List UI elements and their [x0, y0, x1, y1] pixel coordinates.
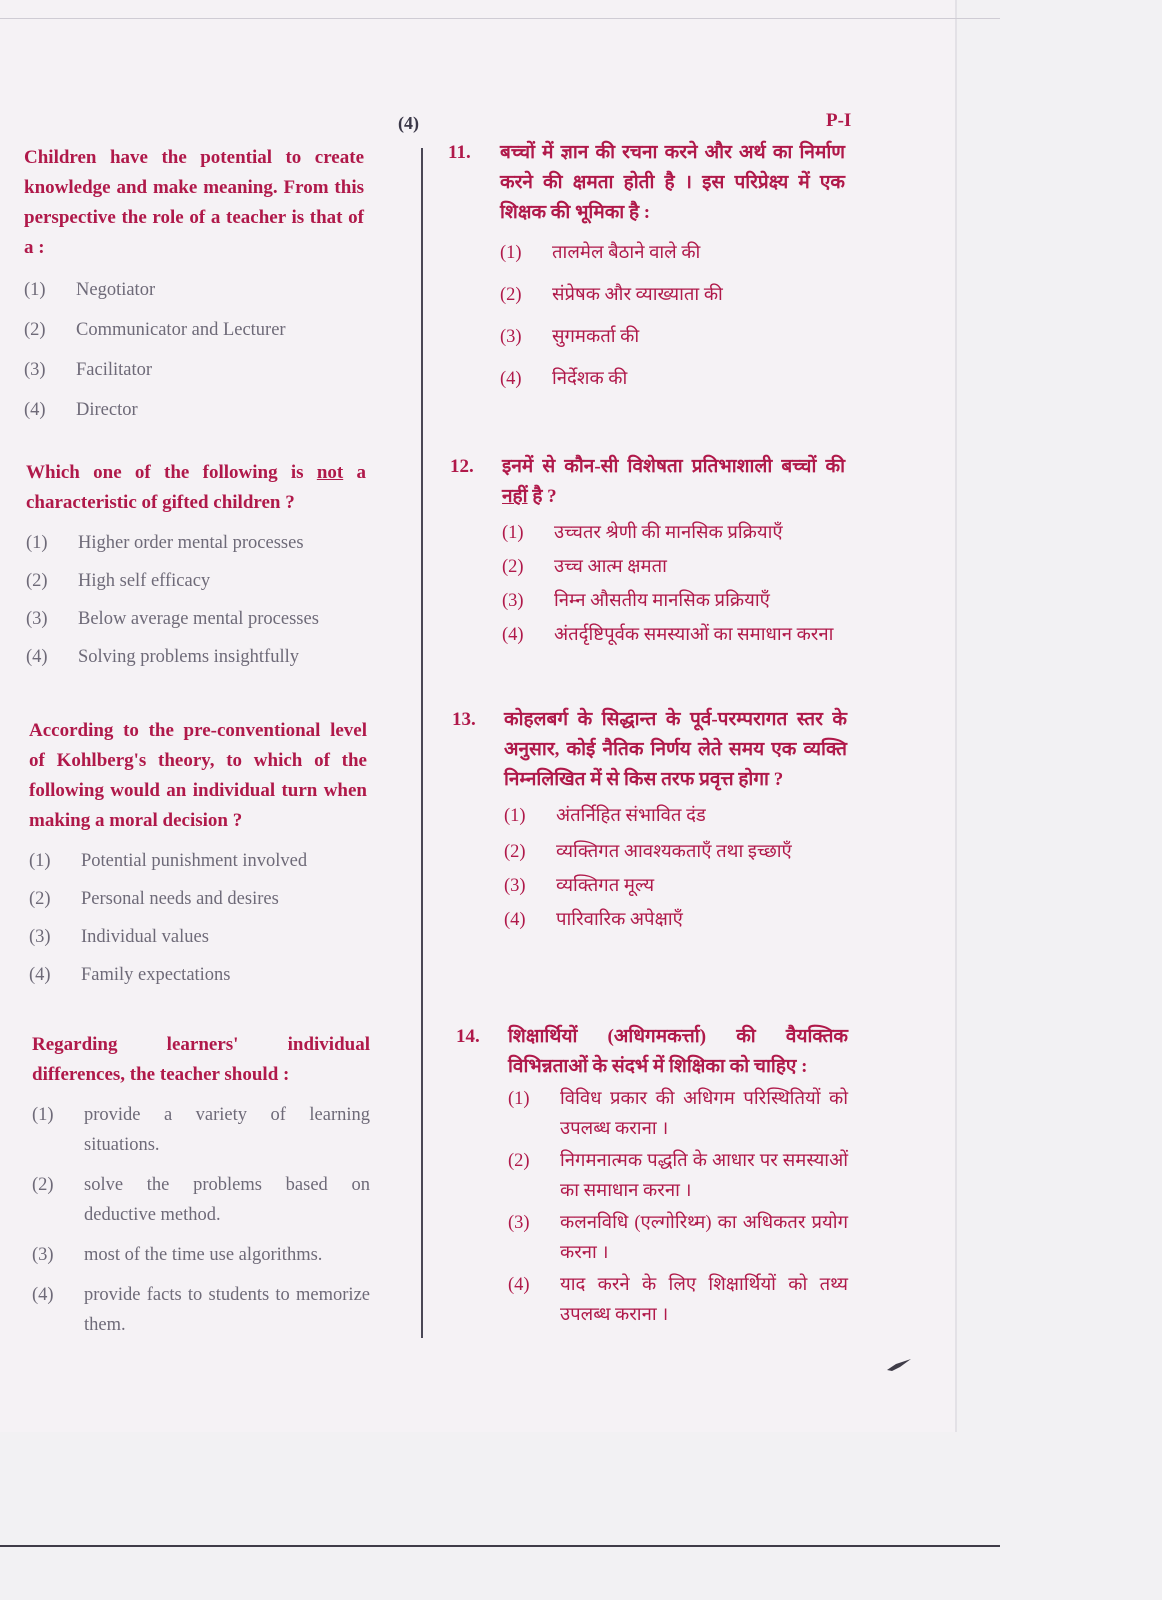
- option-4: (4) याद करने के लिए शिक्षार्थियों को तथ्य उपलब्ध कराना ।: [508, 1275, 848, 1325]
- question-stem: According to the pre-conventional level of Kohlberg's theory, to which of the following would an individual turn when making a moral decision ?: [29, 720, 367, 831]
- question-12-hindi: [450, 452, 845, 650]
- question-11-hindi: [448, 138, 845, 394]
- option-3: (3) निम्न औसतीय मानसिक प्रक्रियाएँ: [502, 591, 770, 611]
- option-4: (4) Solving problems insightfully: [26, 647, 299, 667]
- paper-code: P-I: [826, 110, 852, 131]
- question-10-english: [24, 143, 364, 425]
- question-stem: कोहलबर्ग के सिद्धान्त के पूर्व-परम्परागत स्तर के अनुसार, कोई नैतिक निर्णय लेते समय एक व्यक्ति निम्नलिखित में से किस तरफ प्रवृत्त होगा ?: [504, 709, 847, 790]
- option-3: (3) Below average mental processes: [26, 609, 319, 629]
- question-11-english: [26, 458, 366, 672]
- question-number: 14.: [456, 1026, 480, 1047]
- option-3: (3) most of the time use algorithms.: [32, 1245, 323, 1265]
- question-stem: Children have the potential to create knowledge and make meaning. From this perspective the role of a teacher is that of a :: [24, 147, 364, 258]
- option-3: (3) Individual values: [29, 927, 209, 947]
- option-1: (1) अंतर्निहित संभावित दंड: [504, 806, 706, 826]
- option-2: (2) उच्च आत्म क्षमता: [502, 557, 667, 577]
- scan-edge-top: [0, 18, 1000, 19]
- option-1: (1) provide a variety of learning situations.: [32, 1105, 370, 1155]
- question-number: 13.: [452, 709, 476, 730]
- page-number: (4): [398, 113, 419, 133]
- pen-mark-icon: [886, 1358, 912, 1372]
- option-4: (4) provide facts to students to memorize them.: [32, 1285, 370, 1335]
- option-2: (2) solve the problems based on deductive method.: [32, 1175, 370, 1225]
- option-1: (1) Higher order mental processes: [26, 533, 304, 553]
- column-divider: [421, 148, 423, 1338]
- question-stem: शिक्षार्थियों (अधिगमकर्त्ता) की वैयक्तिक विभिन्नताओं के संदर्भ में शिक्षिका को चाहिए :: [508, 1026, 848, 1077]
- option-4: (4) निर्देशक की: [500, 369, 628, 389]
- option-2: (2) व्यक्तिगत आवश्यकताएँ तथा इच्छाएँ: [504, 842, 792, 862]
- question-number: 12.: [450, 456, 474, 477]
- option-2: (2) निगमनात्मक पद्धति के आधार पर समस्याओं का समाधान करना ।: [508, 1151, 848, 1201]
- question-14-hindi: [456, 1022, 848, 1330]
- question-number: 11.: [448, 142, 471, 163]
- option-2: (2) Communicator and Lecturer: [24, 320, 286, 340]
- option-4: (4) Family expectations: [29, 965, 231, 985]
- option-1: (1) उच्चतर श्रेणी की मानसिक प्रक्रियाएँ: [502, 523, 783, 543]
- option-4: (4) अंतर्दृष्टिपूर्वक समस्याओं का समाधान करना: [502, 625, 834, 645]
- question-stem: Which one of the following is not a characteristic of gifted children ?: [26, 462, 366, 513]
- option-3: (3) व्यक्तिगत मूल्य: [504, 876, 655, 896]
- option-1: (1) Negotiator: [24, 280, 156, 300]
- question-stem: बच्चों में ज्ञान की रचना करने और अर्थ का निर्माण करने की क्षमता होती है । इस परिप्रेक्ष्य में एक शिक्षक की भूमिका है :: [500, 142, 845, 223]
- option-2: (2) संप्रेषक और व्याख्याता की: [500, 285, 723, 305]
- option-1: (1) Potential punishment involved: [29, 851, 308, 871]
- question-stem: इनमें से कौन-सी विशेषता प्रतिभाशाली बच्चों की नहीं है ?: [502, 456, 845, 507]
- option-2: (2) Personal needs and desires: [29, 889, 279, 909]
- question-13-english: [32, 1030, 370, 1340]
- option-4: (4) पारिवारिक अपेक्षाएँ: [504, 910, 683, 930]
- option-2: (2) High self efficacy: [26, 571, 211, 591]
- option-1: (1) विविध प्रकार की अधिगम परिस्थितियों को उपलब्ध कराना ।: [508, 1089, 848, 1139]
- question-stem: Regarding learners' individual differences, the teacher should :: [32, 1034, 370, 1085]
- option-3: (3) सुगमकर्ता की: [500, 327, 640, 347]
- scan-edge-bottom: [0, 1545, 1000, 1547]
- question-13-hindi: [452, 705, 847, 935]
- option-3: (3) कलनविधि (एल्गोरिथ्म) का अधिकतर प्रयोग करना ।: [508, 1213, 848, 1263]
- question-12-english: [29, 716, 367, 990]
- option-1: (1) तालमेल बैठाने वाले की: [500, 243, 701, 263]
- option-4: (4) Director: [24, 400, 138, 420]
- option-3: (3) Facilitator: [24, 360, 153, 380]
